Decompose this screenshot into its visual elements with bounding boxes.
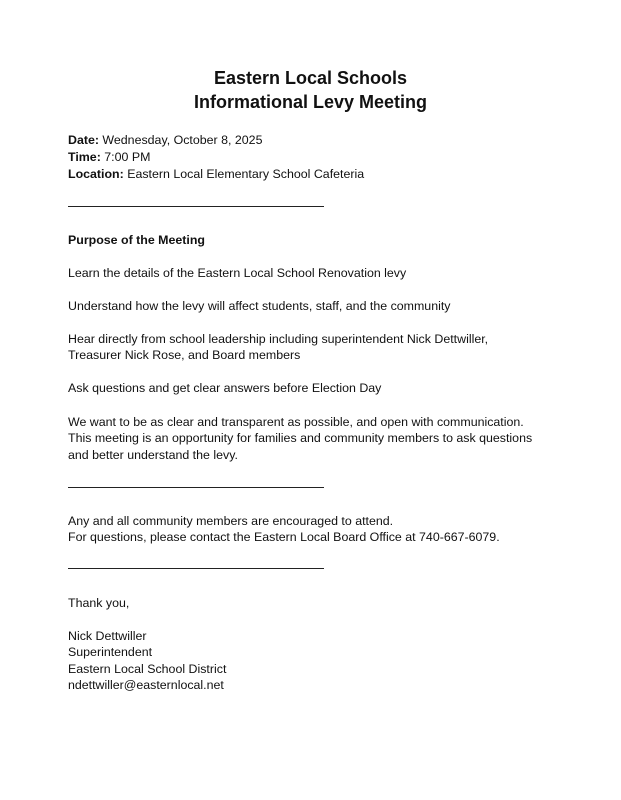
location-line [68, 166, 364, 183]
date-label: Date: [68, 133, 99, 147]
location-label: Location: [68, 167, 124, 181]
purpose-item-learn: Learn the details of the Eastern Local School Renovation levy [68, 266, 407, 280]
time-line [68, 149, 150, 166]
divider-3 [68, 568, 324, 569]
signer-organization: Eastern Local School District [68, 662, 227, 676]
date-line [68, 132, 262, 149]
title-line-2: Informational Levy Meeting [193, 92, 428, 112]
title-line-1: Eastern Local Schools [213, 68, 408, 88]
time-label: Time: [68, 150, 101, 164]
purpose-item-understand: Understand how the levy will affect students, staff, and the community [68, 299, 451, 313]
closing: Thank you, [68, 596, 130, 610]
invitation-contact-line: For questions, please contact the Eastern Local Board Office at 740-667-6079. [68, 530, 500, 544]
signer-title: Superintendent [68, 645, 153, 659]
document-title [0, 66, 621, 114]
statement-line-2: This meeting is an opportunity for families and community members to ask questions [68, 431, 533, 445]
signer-email[interactable]: ndettwiller@easternlocal.net [68, 678, 224, 692]
divider-1 [68, 206, 324, 207]
invitation-line-1: Any and all community members are encouraged to attend. [68, 514, 394, 528]
purpose-item-ask: Ask questions and get clear answers before Election Day [68, 381, 382, 395]
divider-2 [68, 487, 324, 488]
time-value: 7:00 PM [100, 150, 151, 164]
purpose-item-hear-line-2: Treasurer Nick Rose, and Board members [68, 348, 301, 362]
location-value: Eastern Local Elementary School Cafeteria [123, 167, 365, 181]
purpose-heading: Purpose of the Meeting [68, 233, 205, 247]
statement-line-1: We want to be as clear and transparent as possible, and open with communication. [68, 415, 524, 429]
date-value: Wednesday, October 8, 2025 [98, 133, 263, 147]
signer-name: Nick Dettwiller [68, 629, 147, 643]
statement-line-3: and better understand the levy. [68, 448, 238, 462]
purpose-item-hear-line-1: Hear directly from school leadership including superintendent Nick Dettwiller, [68, 332, 489, 346]
